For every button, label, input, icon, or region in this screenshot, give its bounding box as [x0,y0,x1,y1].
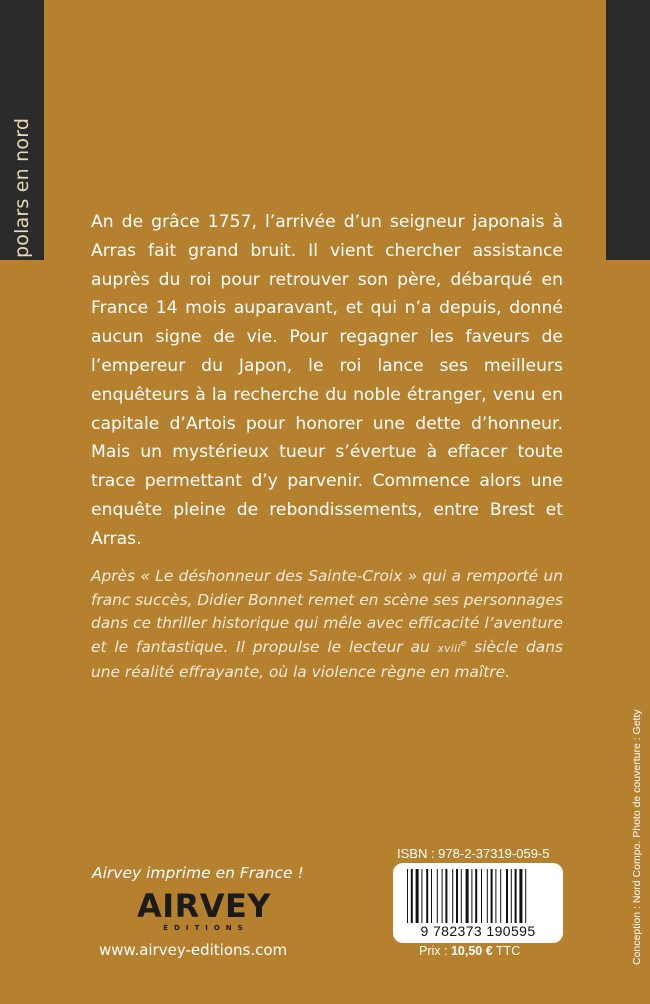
barcode-bar [475,869,477,923]
barcode-digits: 9 782373 190595 [420,923,536,939]
barcode-bar [452,869,453,923]
barcode-bar [421,869,422,923]
barcode-bar [416,869,419,923]
barcode-bar [426,869,428,923]
author-note-start: Après « Le déshonneur des Sainte-Croix » qui a remporté un franc succès, Didier Bonnet remet en scène ses personnages dans ce thriller historique qui mêle avec efficacité l’aventure et le fantastique. Il propulse le lecteur au [91,567,563,656]
barcode-bar [471,869,472,923]
isbn-label: ISBN : 978-2-37319-059-5 [397,846,550,861]
barcode-bar [487,869,488,923]
barcode-bar [461,869,462,923]
barcode-bar [515,869,517,923]
publisher-logo [134,888,274,932]
spine-band-right [606,0,650,260]
author-note-end: siècle dans une réalité effrayante, où la violence règne en maître. [91,637,563,681]
barcode-bar [445,869,447,923]
barcode-bar [519,869,522,923]
price-prefix: Prix : [419,944,451,958]
logo-wordmark: AIRVEY [136,887,272,925]
author-note [91,565,563,685]
barcode-bar [500,869,501,923]
photo-credits: Conception : Nord Compo. Photo de couverture : Getty [631,709,643,965]
century-suffix: e [460,638,467,649]
barcode-bar [511,869,512,923]
barcode-bar [431,869,432,923]
price-suffix: TTC [492,944,521,958]
publisher-tagline: Airvey imprime en France ! [92,864,304,882]
price-amount: 10,50 € [450,944,493,958]
logo-subtitle: ÉDITIONS [163,924,249,932]
barcode-bar [481,869,482,923]
barcode-bar [525,869,526,923]
century-numeral: xviii [437,642,461,655]
barcode-bar [495,869,496,923]
barcode-bar [491,869,493,923]
barcode-bars [401,869,555,923]
barcode [393,863,563,943]
barcode-bar [466,869,469,923]
barcode-bar [411,869,413,923]
barcode-bar [506,869,508,923]
barcode-bar [442,869,443,923]
publisher-website[interactable]: www.airvey-editions.com [99,941,288,959]
barcode-bar [407,869,408,923]
barcode-bar [437,869,438,923]
collection-label: polars en nord [11,117,33,258]
barcode-bar [456,869,458,923]
price [419,944,520,958]
spine-band-left [0,0,44,260]
blurb-text: An de grâce 1757, l’arrivée d’un seigneur japonais à Arras fait grand bruit. Il vient chercher assistance auprès du roi pour retrouver son père, débarqué en France 14 mois auparavant, et qui n’a depuis, donné aucun signe de vie. Pour regagner les faveurs de l’empereur du Japon, le roi lance ses meilleurs enquêteurs à la recherche du noble étranger, venu en capitale d’Artois pour honorer une dette d’honneur. Mais un mystérieux tueur s’évertue à effacer toute trace permettant d’y parvenir. Commence alors une enquête pleine de rebondissements, entre Brest et Arras. [91,212,563,549]
